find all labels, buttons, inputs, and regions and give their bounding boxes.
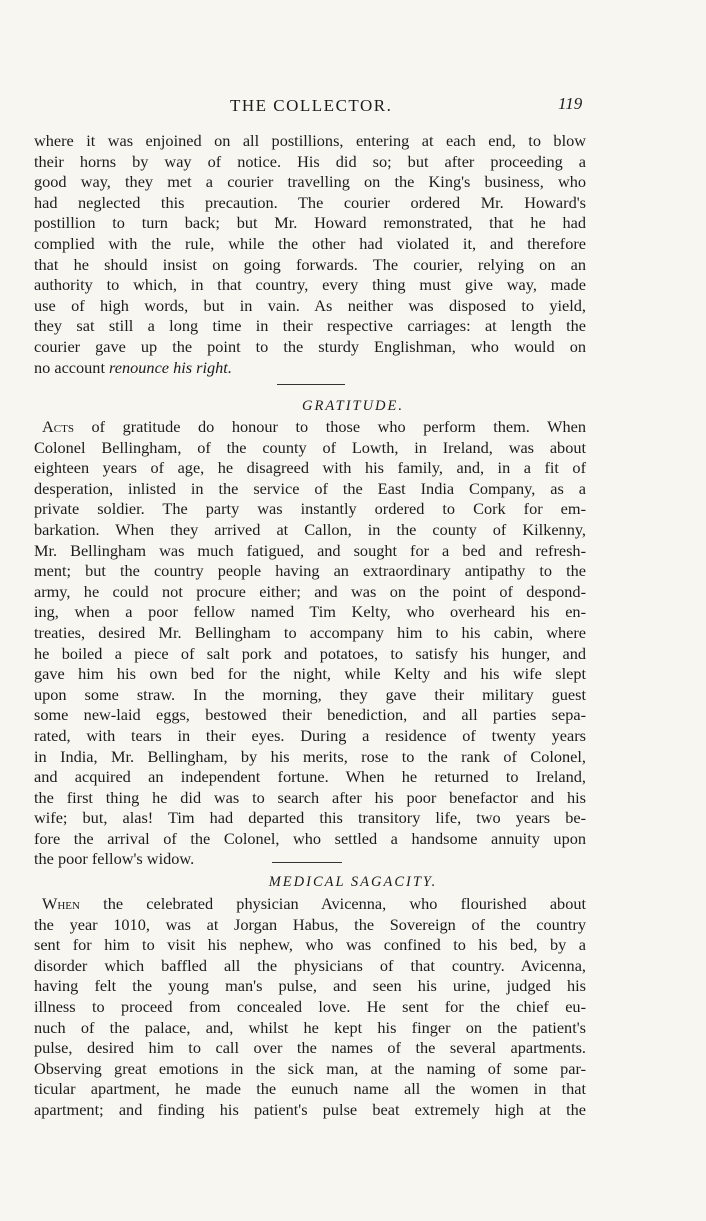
text-line: illness to proceed from concealed love. He sent for the chief eu- xyxy=(34,996,586,1016)
text-line: Colonel Bellingham, of the county of Lowth, in Ireland, was about xyxy=(34,437,586,457)
text-line: pulse, desired him to call over the names of the several apartments. xyxy=(34,1038,586,1058)
text-line: having felt the young man's pulse, and seen his urine, judged his xyxy=(34,976,586,996)
text-line: use of high words, but in vain. As neither was disposed to yield, xyxy=(34,295,586,315)
text-line: had neglected this precaution. The courier ordered Mr. Howard's xyxy=(34,192,586,212)
text-line: and acquired an independent fortune. When he returned to Ireland, xyxy=(34,767,586,787)
heading-medical-sagacity: MEDICAL SAGACITY. xyxy=(268,874,438,890)
text-span: no account xyxy=(34,357,110,377)
text-line: authority to which, in that country, every thing must give way, made xyxy=(34,275,586,295)
text-line: fore the arrival of the Colonel, who settled a handsome annuity upon xyxy=(34,828,586,848)
text-line: the year 1010, was at Jorgan Habus, the Sovereign of the country xyxy=(34,914,586,934)
text-line: nuch of the palace, and, whilst he kept his finger on the patient's xyxy=(34,1017,586,1037)
text-line: their horns by way of notice. His did so; but after proceeding a xyxy=(34,151,586,171)
text-line: Observing great emotions in the sick man, at the naming of some par- xyxy=(34,1058,586,1078)
text-line: sent for him to visit his nephew, who was confined to his bed, by a xyxy=(34,935,586,955)
page-header xyxy=(0,96,706,122)
text-line: postillion to turn back; but Mr. Howard remonstrated, that he had xyxy=(34,213,586,233)
text-line: Mr. Bellingham was much fatigued, and sought for a bed and refresh- xyxy=(34,540,586,560)
section-divider xyxy=(272,862,342,863)
text-line: rated, with tears in their eyes. During a residence of twenty years xyxy=(34,725,586,745)
text-line: they sat still a long time in their respective carriages: at length the xyxy=(34,316,586,336)
text-line: he boiled a piece of salt pork and potatoes, to satisfy his hunger, and xyxy=(34,643,586,663)
text-line: private soldier. The party was instantly ordered to Cork for em- xyxy=(34,499,586,519)
heading-gratitude: GRATITUDE. xyxy=(301,398,405,414)
gratitude-paragraph xyxy=(34,417,586,870)
text-line: good way, they met a courier travelling on the King's business, who xyxy=(34,172,586,192)
text-line: eighteen years of age, he disagreed with his family, and, in a fit of xyxy=(34,458,586,478)
text-line: complied with the rule, while the other had violated it, and therefore xyxy=(34,233,586,253)
text-line: that he should insist on going forwards. The courier, relying on an xyxy=(34,254,586,274)
text-line: apartment; and finding his patient's pulse beat extremely high at the xyxy=(34,1099,586,1119)
text-line xyxy=(34,894,586,915)
text-line: in India, Mr. Bellingham, by his merits, rose to the rank of Colonel, xyxy=(34,746,586,766)
text-line: army, he could not procure either; and was on the point of despond- xyxy=(34,581,586,601)
text-line: where it was enjoined on all postillions, entering at each end, to blow xyxy=(34,131,586,150)
running-title: THE COLLECTOR. xyxy=(230,96,393,115)
continued-paragraph xyxy=(34,131,586,378)
text-line: ing, when a poor fellow named Tim Kelty, who overheard his en- xyxy=(34,602,586,622)
text-line: the poor fellow's widow. xyxy=(34,849,195,869)
text-line xyxy=(34,417,586,438)
medical-paragraph xyxy=(34,894,586,1121)
text-line: courier gave up the point to the sturdy Englishman, who would on xyxy=(34,336,586,356)
italic-phrase: renounce his right. xyxy=(109,357,232,377)
text-line: ment; but the country people having an extraordinary antipathy to the xyxy=(34,561,586,581)
text-line: desperation, inlisted in the service of the East India Company, as a xyxy=(34,478,586,498)
text-line: upon some straw. In the morning, they gave their military guest xyxy=(34,684,586,704)
text-span: the celebrated physician Avicenna, who flourished about xyxy=(79,894,586,913)
text-line: the first thing he did was to search after his poor benefactor and his xyxy=(34,787,586,807)
text-line: treaties, desired Mr. Bellingham to accompany him to his cabin, where xyxy=(34,622,586,642)
text-line: ticular apartment, he made the eunuch name all the women in that xyxy=(34,1079,586,1099)
text-line: wife; but, alas! Tim had departed this transitory life, two years be- xyxy=(34,808,586,828)
text-span: of gratitude do honour to those who perform them. When xyxy=(73,417,586,436)
text-line: barkation. When they arrived at Callon, in the county of Kilkenny, xyxy=(34,519,586,539)
text-line: some new-laid eggs, bestowed their benediction, and all parties sepa- xyxy=(34,705,586,725)
text-line xyxy=(34,358,586,379)
drop-word: Acts xyxy=(42,417,74,436)
section-divider xyxy=(277,384,345,385)
text-line: gave him his own bed for the night, while Kelty and his wife slept xyxy=(34,664,586,684)
page-number: 119 xyxy=(558,94,583,113)
text-line: disorder which baffled all the physicians of that country. Avicenna, xyxy=(34,955,586,975)
drop-word: When xyxy=(42,894,80,913)
